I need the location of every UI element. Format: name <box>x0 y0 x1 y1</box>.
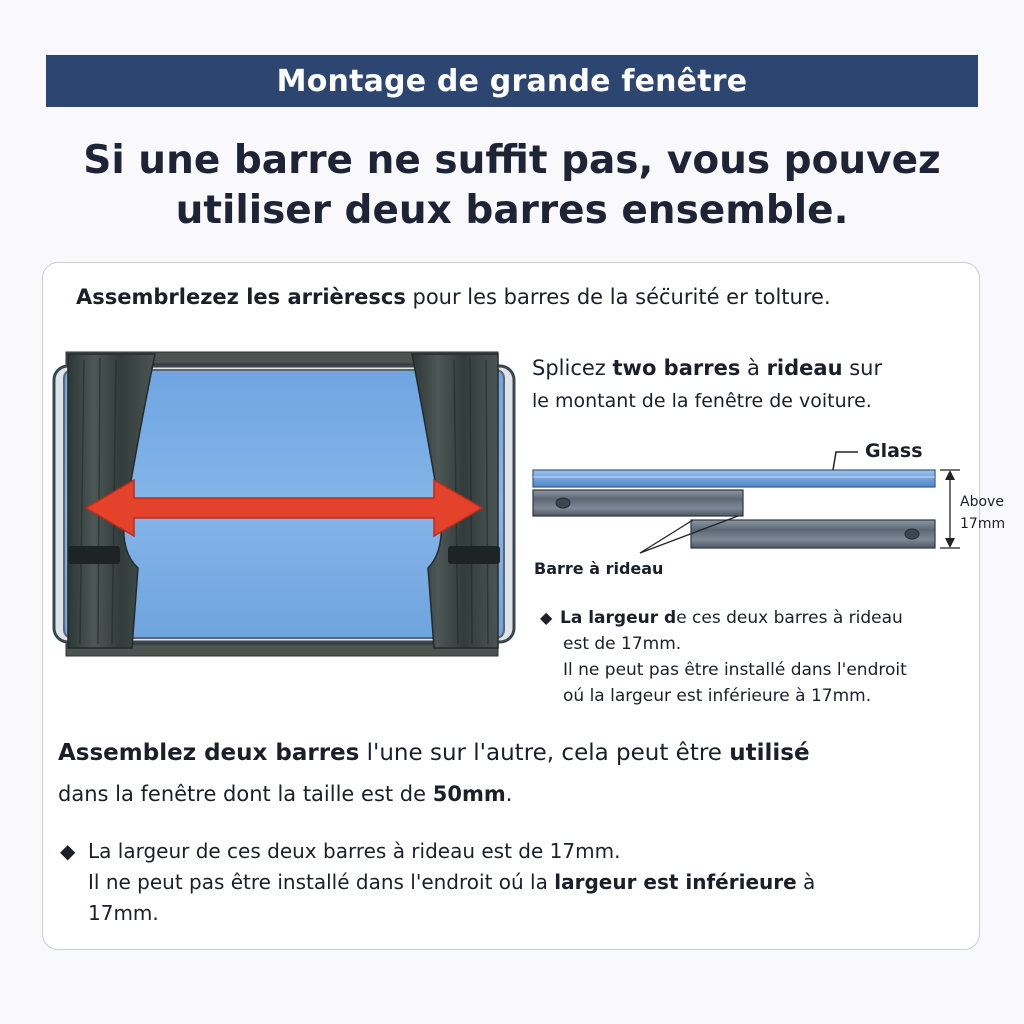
glass-label: Glass <box>865 440 923 462</box>
splice-post: sur <box>842 356 883 380</box>
assemble-line-1 <box>58 740 810 766</box>
intro-bold: Assembrlezez les arrièrescs <box>76 285 406 309</box>
note2-line2-post: à <box>796 870 816 894</box>
note1-line-2: est de 17mm. <box>563 634 682 654</box>
splice-bold-2: rideau <box>766 356 843 380</box>
assemble-line2-pre: dans la fenêtre dont la taille est de <box>58 782 433 806</box>
diamond-bullet-icon: ◆ <box>540 608 553 627</box>
splice-pre: Splicez <box>532 356 613 380</box>
above-label-line-2: 17mm <box>960 516 1006 532</box>
note1-rest: e ces deux barres à rideau <box>676 608 903 628</box>
splice-line-1 <box>532 356 882 380</box>
note-2 <box>60 836 815 929</box>
assemble-line2-bold: 50mm <box>432 782 506 806</box>
splice-line-2: le montant de la fenêtre de voiture. <box>532 390 872 412</box>
glass-pane <box>533 470 935 487</box>
section-header <box>46 55 978 107</box>
assemble-line-2 <box>58 782 512 806</box>
left-tieback <box>68 546 120 564</box>
assemble-bold-2: utilisé <box>729 740 810 766</box>
header-title: Montage de grande fenêtre <box>276 63 748 99</box>
note1-line-3: Il ne peut pas être installé dans l'endroit <box>563 660 907 680</box>
intro-rest: pour les barres de la séc̈urité er tolture. <box>405 285 831 309</box>
window-illustration <box>50 348 520 664</box>
barre-label: Barre à rideau <box>534 559 664 578</box>
note2-line-3: 17mm. <box>88 901 159 925</box>
note2-line-2 <box>60 867 815 898</box>
headline-line-1: Si une barre ne suffit pas, vous pouvez <box>83 138 941 183</box>
curtain-bar-2 <box>691 520 935 548</box>
assemble-line2-post: . <box>505 782 513 806</box>
glass-pointer <box>833 452 858 470</box>
note2-line-1: La largeur de ces deux barres à rideau est de 17mm. <box>88 839 621 863</box>
note-1 <box>540 605 907 709</box>
note2-line2-bold: largeur est inférieure <box>554 870 797 894</box>
assemble-mid: l'une sur l'autre, cela peut être <box>359 740 730 766</box>
note1-line-4: oú la largeur est inférieure à 17mm. <box>563 686 872 706</box>
assemble-bold-1: Assemblez deux barres <box>58 740 360 766</box>
note2-line2-pre: Il ne peut pas être installé dans l'endroit oú la <box>88 870 555 894</box>
diamond-bullet-icon: ◆ <box>60 839 76 863</box>
splice-mid: à <box>740 356 767 380</box>
headline-line-2: utiliser deux barres ensemble. <box>175 188 849 233</box>
note1-bold: La largeur d <box>560 608 677 628</box>
splice-bold: two barres <box>612 356 741 380</box>
above-label-line-1: Above <box>960 494 1004 510</box>
headline <box>40 136 984 236</box>
intro-text <box>76 285 831 309</box>
right-tieback <box>448 546 500 564</box>
